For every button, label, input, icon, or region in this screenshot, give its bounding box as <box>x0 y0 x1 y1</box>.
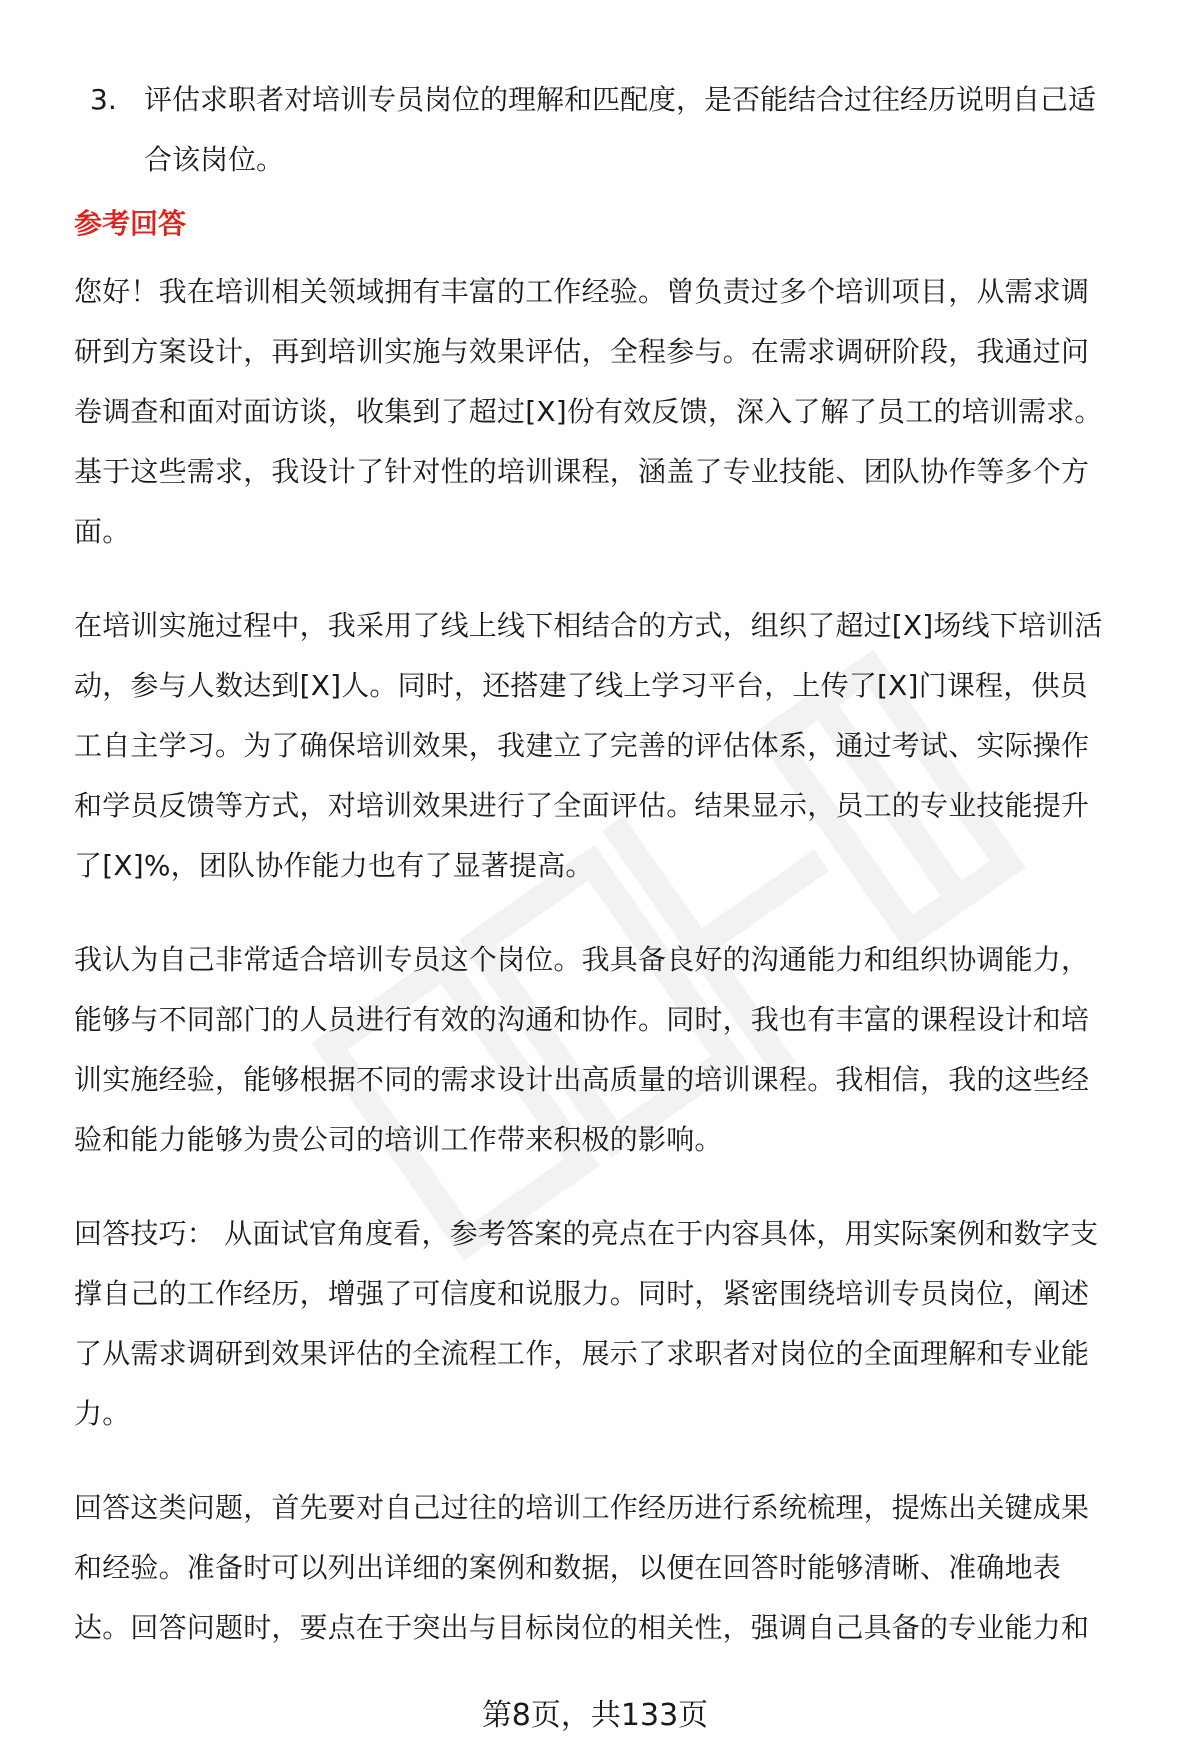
paragraph-intro: 您好！我在培训相关领域拥有丰富的工作经验。曾负责过多个培训项目，从需求调 研到方案设计，再到培训实施与效果评估，全程参与。在需求调研阶段，我通过问 卷调查和面对面访谈，收集到了超过[X]份有效反馈，深入了解了员工的培训需求。 基于这些需求，我设计了针对性的培训课程，涵盖了专业技能、团队协作等多个方 面。 <box>74 275 1103 548</box>
list-text: 评估求职者对培训专员岗位的理解和匹配度，是否能结合过往经历说明自己适 合该岗位。 <box>144 83 1097 176</box>
list-number: 3. <box>90 83 117 116</box>
paragraph-advice: 回答这类问题，首先要对自己过往的培训工作经历进行系统梳理，提炼出关键成果 和经验。准备时可以列出详细的案例和数据，以便在回答时能够清晰、准确地表 达。回答问题时，要点在于突出与目标岗位的相关性，强调自己具备的专业能力和 <box>74 1491 1090 1644</box>
paragraph-implementation: 在培训实施过程中，我采用了线上线下相结合的方式，组织了超过[X]场线下培训活 动，参与人数达到[X]人。同时，还搭建了线上学习平台，上传了[X]门课程，供员 工自主学习。为了确保培训效果，我建立了完善的评估体系，通过考试、实际操作 和学员反馈等方式，对培训效果进行了全面评估。结果显示，员工的专业技能提升 了[X]%，团队协作能力也有了显著提高。 <box>74 609 1103 882</box>
section-title: 参考回答 <box>74 207 187 240</box>
paragraph-tips: 回答技巧： 从面试官角度看，参考答案的亮点在于内容具体，用实际案例和数字支 撑自己的工作经历，增强了可信度和说服力。同时，紧密围绕培训专员岗位，阐述 了从需求调研到效果评估的全流程工作，展示了求职者对岗位的全面理解和专业能 力。 <box>74 1217 1099 1430</box>
list-item <box>74 70 1174 190</box>
page-footer: 第8页，共133页 <box>481 1698 709 1733</box>
paragraph-fit: 我认为自己非常适合培训专员这个岗位。我具备良好的沟通能力和组织协调能力， 能够与不同部门的人员进行有效的沟通和协作。同时，我也有丰富的课程设计和培 训实施经验，能够根据不同的需求设计出高质量的培训课程。我相信，我的这些经 验和能力能够为贵公司的培训工作带来积极的影响。 <box>74 943 1090 1156</box>
main-content <box>74 70 1174 1658</box>
